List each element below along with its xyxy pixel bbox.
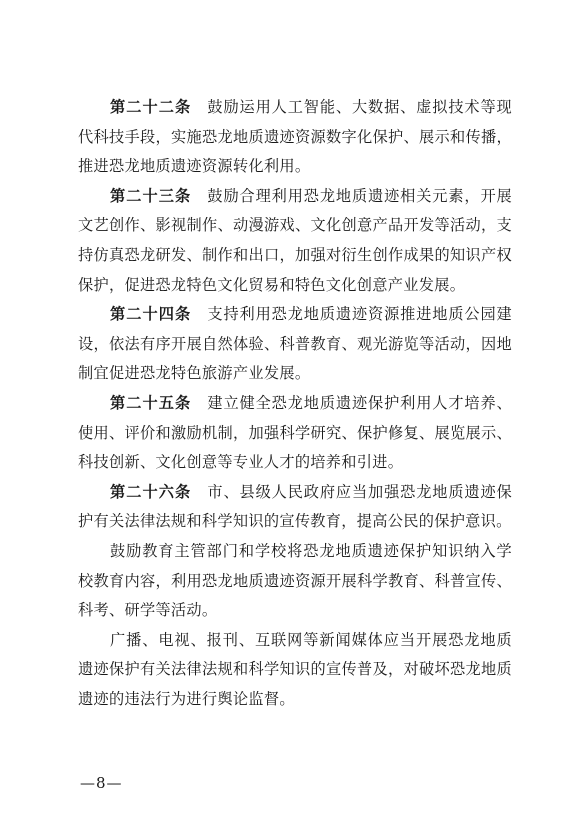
article-heading: 第二十五条 (110, 393, 192, 412)
article-text: 鼓励运用人工智能、大数据、虚拟技术等现代科技手段，实施恐龙地质遗迹资源数字化保护、展示和传播，推进恐龙地质遗迹资源转化利用。 (78, 98, 513, 176)
article-22 (78, 93, 512, 182)
page-number: —8— (80, 774, 123, 792)
article-text: 鼓励合理利用恐龙地质遗迹相关元素，开展文艺创作、影视制作、动漫游戏、文化创意产品开发等活动，支持仿真恐龙研发、制作和出口，加强对衍生创作成果的知识产权保护，促进恐龙特色文化贸易和特色文化创意产业发展。 (78, 186, 513, 294)
article-heading: 第二十二条 (110, 98, 192, 116)
article-heading: 第二十四条 (110, 305, 192, 324)
article-heading: 第二十三条 (110, 186, 192, 205)
article-text: 建立健全恐龙地质遗迹保护利用人才培养、使用、评价和激励机制，加强科学研究、保护修复、展览展示、科技创新、文化创意等专业人才的培养和引进。 (78, 393, 513, 472)
article-25 (78, 389, 512, 478)
paragraph-text: 广播、电视、报刊、互联网等新闻媒体应当开展恐龙地质遗迹保护有关法律法规和科学知识的宣传普及，对破坏恐龙地质遗迹的违法行为进行舆论监督。 (78, 630, 512, 708)
article-text: 支持利用恐龙地质遗迹资源推进地质公园建设，依法有序开展自然体验、科普教育、观光游览等活动，因地制宜促进恐龙特色旅游产业发展。 (78, 305, 513, 383)
article-26-paragraph-3 (78, 626, 512, 715)
paragraph-text: 鼓励教育主管部门和学校将恐龙地质遗迹保护知识纳入学校教育内容，利用恐龙地质遗迹资源开展科学教育、科普宣传、科考、研学等活动。 (78, 541, 512, 620)
article-26-paragraph-2 (78, 537, 512, 626)
article-26 (78, 478, 512, 537)
document-body (78, 93, 512, 714)
article-23 (78, 182, 512, 300)
article-heading: 第二十六条 (110, 482, 192, 501)
article-24 (78, 300, 512, 389)
article-text: 市、县级人民政府应当加强恐龙地质遗迹保护有关法律法规和科学知识的宣传教育，提高公民的保护意识。 (78, 482, 513, 531)
